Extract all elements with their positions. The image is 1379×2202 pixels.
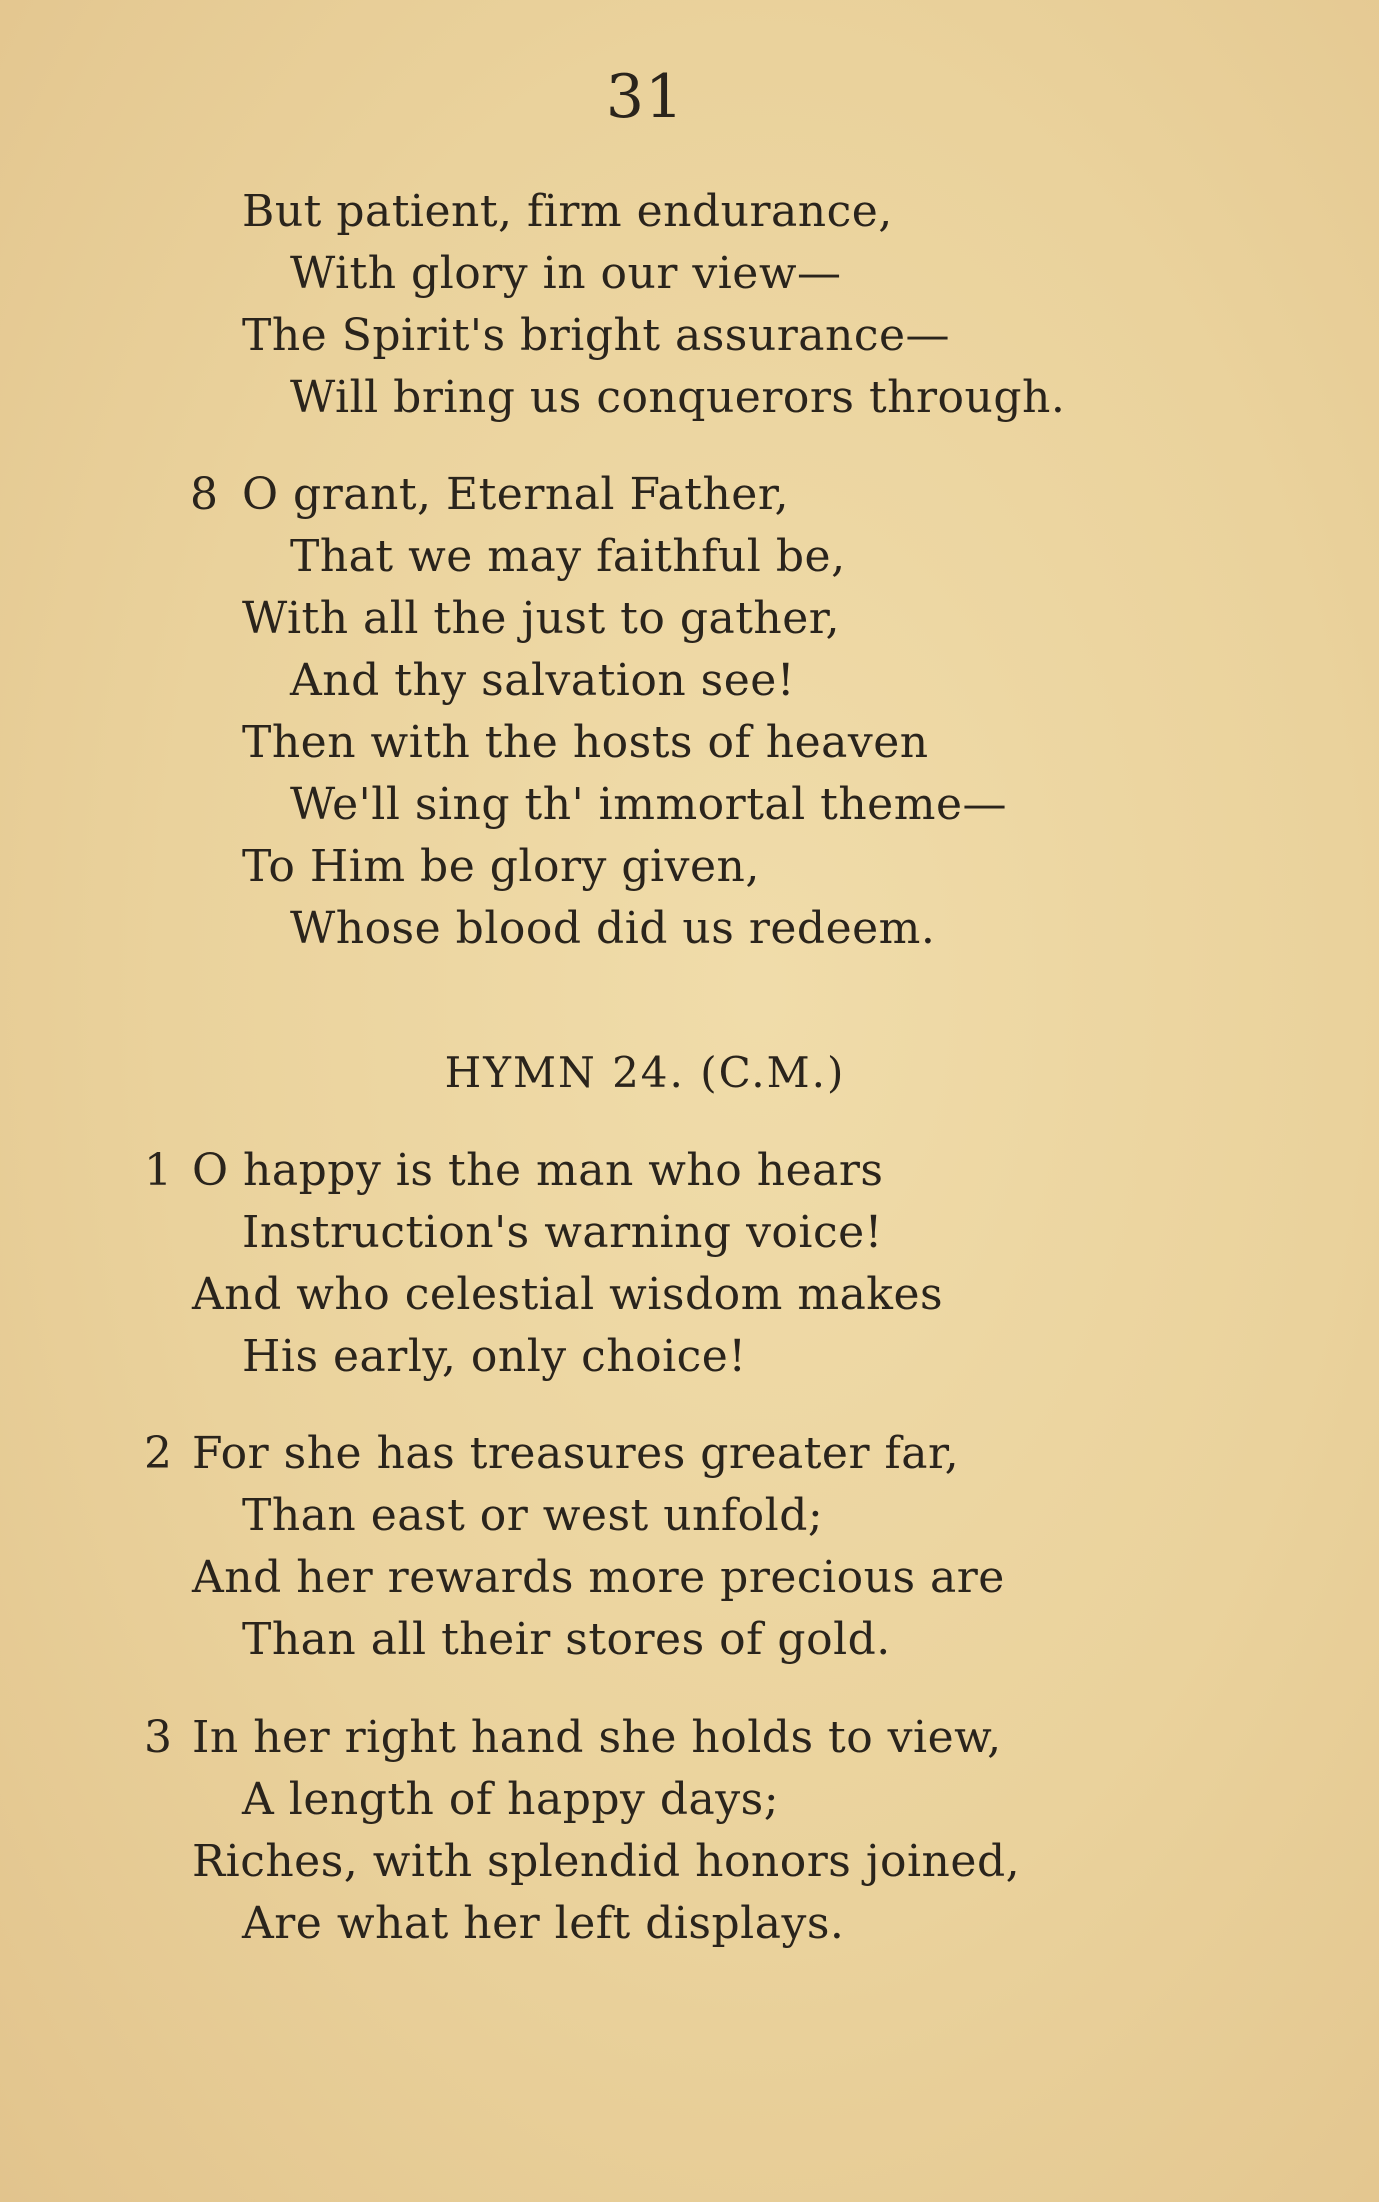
stanza-line: Are what her left displays. bbox=[242, 1898, 845, 1949]
stanza-number: 3 bbox=[144, 1712, 172, 1763]
stanza-line: But patient, firm endurance, bbox=[242, 186, 893, 237]
stanza-number: 8 bbox=[190, 469, 218, 520]
stanza-line: With all the just to gather, bbox=[242, 593, 840, 644]
stanza-number: 2 bbox=[144, 1428, 172, 1479]
hymn-title: HYMN 24. (C.M.) bbox=[444, 1048, 846, 1097]
stanza-line: The Spirit's bright assurance— bbox=[242, 310, 950, 361]
stanza-line: Will bring us conquerors through. bbox=[290, 372, 1066, 423]
stanza-line: O grant, Eternal Father, bbox=[242, 469, 790, 520]
stanza-line: In her right hand she holds to view, bbox=[192, 1712, 1002, 1763]
stanza-line: Riches, with splendid honors joined, bbox=[192, 1836, 1021, 1887]
stanza-line: To Him be glory given, bbox=[242, 841, 760, 892]
page-number: 31 bbox=[605, 62, 685, 132]
stanza-line: With glory in our view— bbox=[290, 248, 842, 299]
stanza-line: For she has treasures greater far, bbox=[192, 1428, 960, 1479]
stanza-number: 1 bbox=[144, 1145, 172, 1196]
stanza-line: Then with the hosts of heaven bbox=[242, 717, 929, 768]
stanza-line: Than all their stores of gold. bbox=[242, 1614, 891, 1665]
stanza-line: Than east or west unfold; bbox=[242, 1490, 824, 1541]
stanza-line: O happy is the man who hears bbox=[192, 1145, 884, 1196]
stanza-line: That we may faithful be, bbox=[290, 531, 846, 582]
stanza-line: And who celestial wisdom makes bbox=[192, 1269, 944, 1320]
stanza-line: And her rewards more precious are bbox=[192, 1552, 1005, 1603]
stanza-line: His early, only choice! bbox=[242, 1331, 747, 1382]
stanza-line: A length of happy days; bbox=[242, 1774, 780, 1825]
stanza-line: Instruction's warning voice! bbox=[242, 1207, 883, 1258]
stanza-line: And thy salvation see! bbox=[290, 655, 796, 706]
stanza-line: Whose blood did us redeem. bbox=[290, 903, 936, 954]
stanza-line: We'll sing th' immortal theme— bbox=[290, 779, 1007, 830]
